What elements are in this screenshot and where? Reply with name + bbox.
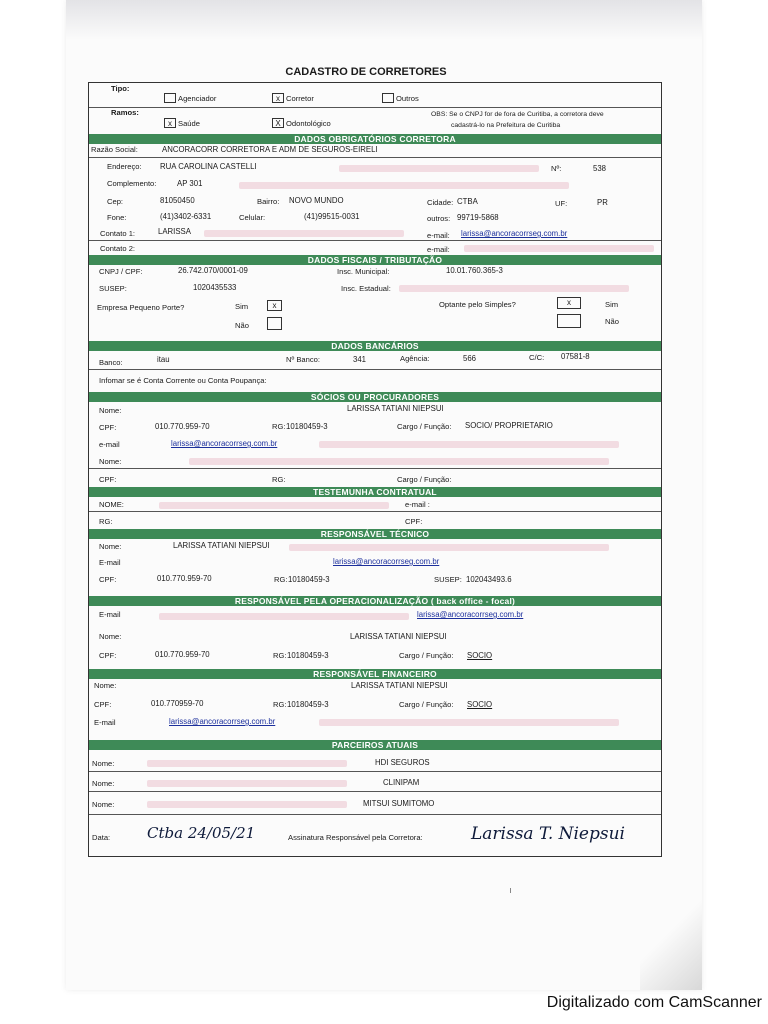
ramo-saude-label: Saúde [178,119,200,128]
obs-note-line2: cadastrá-lo na Prefeitura de Curitiba [451,122,561,129]
numero-label: Nº: [551,164,562,173]
financeiro-email-label: E-mail [94,718,116,727]
outros-label: outros: [427,214,451,223]
tecnico-email-link[interactable]: larissa@ancoracorrseg.com.br [333,557,440,566]
simples-sim-label: Sim [605,300,619,309]
pequeno-porte-sim-label: Sim [235,302,249,311]
socio-rg-label: RG: [272,422,286,431]
outros-value: 99719-5868 [457,213,499,222]
redaction [204,230,404,237]
socio-cpf-label: CPF: [99,423,117,432]
redaction [339,165,539,172]
celular-value: (41)99515-0031 [304,212,360,221]
conta-label: C/C: [529,353,545,362]
section-dados-fiscais: DADOS FISCAIS / TRIBUTAÇÃO [89,255,661,265]
parceiro-1-label: Nome: [92,759,115,768]
socio-nome-label: Nome: [99,406,122,415]
cep-value: 81050450 [160,196,195,205]
numero-banco-value: 341 [353,355,367,364]
form-title: CADASTRO DE CORRETORES [285,66,447,78]
redaction [399,285,629,292]
operacional-email-link[interactable]: larissa@ancoracorrseg.com.br [417,610,524,619]
complemento-value: AP 301 [177,179,203,188]
divider [89,814,661,815]
financeiro-nome-value: LARISSA TATIANI NIEPSUI [351,681,448,690]
banco-label: Banco: [99,358,123,367]
razao-social-label: Razão Social: [91,145,138,154]
operacional-nome-value: LARISSA TATIANI NIEPSUI [350,632,447,641]
insc-estadual-label: Insc. Estadual: [341,284,391,293]
razao-social-value: ANCORACORR CORRETORA E ADM DE SEGUROS-EIRELI [162,145,378,154]
celular-label: Celular: [239,213,266,222]
redaction [147,801,347,808]
redaction [319,441,619,448]
pequeno-porte-label: Empresa Pequeno Porte? [97,303,185,312]
testemunha-cpf-label: CPF: [405,517,423,526]
signature: Larissa T. Niepsui [471,824,625,844]
parceiro-2-value: CLINIPAM [383,778,420,787]
financeiro-cargo-value: SOCIO [467,700,493,709]
data-handwritten: Ctba 24/05/21 [147,824,256,842]
email1-label: e-mail: [427,231,450,240]
tipo-agenciador-checkbox[interactable] [164,93,176,103]
simples-nao-checkbox[interactable] [557,314,581,328]
redaction [147,760,347,767]
tecnico-rg-value: 10180459-3 [288,575,330,584]
pequeno-porte-nao-label: Não [235,321,249,330]
numero-value: 538 [593,164,607,173]
divider [89,240,661,241]
socio-email-label: e-mail [99,440,120,449]
insc-municipal-label: Insc. Municipal: [337,267,390,276]
tecnico-susep-label: SUSEP: [434,575,462,584]
operacional-cpf-value: 010.770.959-70 [155,650,210,659]
susep-value: 1020435533 [193,283,237,292]
uf-label: UF: [555,199,568,208]
divider [89,107,661,108]
simples-label: Optante pelo Simples? [439,300,516,309]
tecnico-nome-label: Nome: [99,542,122,551]
financeiro-cargo-label: Cargo / Função: [399,700,454,709]
tecnico-email-label: E-mail [99,558,121,567]
testemunha-email-label: e-mail : [405,500,430,509]
tipo-corretor-label: Corretor [286,94,314,103]
tecnico-nome-value: LARISSA TATIANI NIEPSUI [173,541,270,550]
socio-email-link[interactable]: larissa@ancoracorrseg.com.br [171,439,278,448]
parceiro-2-label: Nome: [92,779,115,788]
redaction [147,780,347,787]
fone-label: Fone: [107,213,127,222]
tecnico-susep-value: 102043493.6 [466,575,512,584]
simples-sim-checkbox[interactable]: x [557,297,581,309]
operacional-rg-label: RG: [273,651,287,660]
fone-value: (41)3402-6331 [160,212,212,221]
scan-mark [510,888,511,893]
endereco-value: RUA CAROLINA CASTELLI [160,162,257,171]
parceiro-3-value: MITSUI SUMITOMO [363,799,435,808]
section-responsavel-tecnico: RESPONSÁVEL TÉCNICO [89,529,661,539]
numero-banco-label: Nº Banco: [286,355,321,364]
financeiro-email-link[interactable]: larissa@ancoracorrseg.com.br [169,717,276,726]
tecnico-cpf-value: 010.770.959-70 [157,574,212,583]
operacional-cargo-label: Cargo / Função: [399,651,454,660]
socio-cargo-value: SOCIO/ PROPRIETARIO [465,421,553,430]
uf-value: PR [597,198,608,207]
ramo-saude-checkbox[interactable]: x [164,118,176,128]
ramo-odontologico-label: Odontológico [286,119,331,128]
contato1-value: LARISSA [158,227,191,236]
camscanner-watermark: Digitalizado com CamScanner [546,994,762,1011]
ramo-odontologico-checkbox[interactable]: X [272,118,284,128]
section-socios: SÓCIOS OU PROCURADORES [89,392,661,402]
bairro-label: Bairro: [257,197,280,206]
socio-nome-value: LARISSA TATIANI NIEPSUI [347,404,444,413]
tipo-outros-checkbox[interactable] [382,93,394,103]
parceiro-1-value: HDI SEGUROS [375,758,430,767]
financeiro-rg-value: 10180459-3 [287,700,329,709]
socio2-cpf-label: CPF: [99,475,117,484]
cnpj-value: 26.742.070/0001-09 [178,266,248,275]
contato2-label: Contato 2: [100,244,136,253]
divider [89,511,661,512]
parceiro-3-label: Nome: [92,800,115,809]
assinatura-label: Assinatura Responsável pela Corretora: [288,833,423,842]
redaction [464,245,654,252]
socio-cpf-value: 010.770.959-70 [155,422,210,431]
email2-label: e-mail: [427,245,450,254]
divider [89,369,661,370]
tipo-corretor-checkbox[interactable]: x [272,93,284,103]
redaction [189,458,609,465]
section-dados-bancarios: DADOS BANCÁRIOS [89,341,661,351]
divider [89,771,661,772]
redaction [159,613,409,620]
scan-shadow-corner [640,900,702,990]
redaction [159,502,389,509]
tecnico-cpf-label: CPF: [99,575,117,584]
operacional-nome-label: Nome: [99,632,122,641]
email1-link[interactable]: larissa@ancoracorrseg.com.br [461,229,568,238]
socio2-rg-label: RG: [272,475,286,484]
divider [89,791,661,792]
agencia-value: 566 [463,354,477,363]
conta-value: 07581-8 [561,352,590,361]
operacional-email-label: E-mail [99,610,121,619]
divider [89,468,661,469]
obs-note-line1: OBS: Se o CNPJ for de fora de Curitiba, a corretora deve [431,111,604,118]
section-testemunha: TESTEMUNHA CONTRATUAL [89,487,661,497]
section-parceiros: PARCEIROS ATUAIS [89,740,661,750]
financeiro-cpf-value: 010.770959-70 [151,699,204,708]
redaction [239,182,569,189]
operacional-rg-value: 10180459-3 [287,651,329,660]
socio2-nome-label: Nome: [99,457,122,466]
contato1-label: Contato 1: [100,229,136,238]
testemunha-nome-label: NOME: [99,500,124,509]
operacional-cpf-label: CPF: [99,651,117,660]
broker-registration-form [88,82,662,857]
complemento-label: Complemento: [107,179,157,188]
testemunha-rg-label: RG: [99,517,113,526]
tipo-agenciador-label: Agenciador [178,94,217,103]
tipo-conta-label: Infomar se é Conta Corrente ou Conta Poupança: [99,376,267,385]
bairro-value: NOVO MUNDO [289,196,344,205]
banco-value: itau [157,355,170,364]
pequeno-porte-nao-checkbox[interactable] [267,317,282,330]
cidade-label: Cidade: [427,198,454,207]
section-responsavel-operacional: RESPONSÁVEL PELA OPERACIONALIZAÇÃO ( back office - focal) [89,596,661,606]
susep-label: SUSEP: [99,284,127,293]
tipo-outros-label: Outros [396,94,419,103]
socio-rg-value: 10180459-3 [286,422,328,431]
simples-nao-label: Não [605,317,619,326]
scan-shadow-top [66,0,702,40]
cidade-value: CTBA [457,197,478,206]
cep-label: Cep: [107,197,124,206]
agencia-label: Agência: [400,354,430,363]
redaction [319,719,619,726]
section-dados-obrigatorios: DADOS OBRIGATÓRIOS CORRETORA [89,134,661,144]
financeiro-nome-label: Nome: [94,681,117,690]
tipo-label: Tipo: [111,84,130,93]
socio2-cargo-label: Cargo / Função: [397,475,452,484]
pequeno-porte-sim-checkbox[interactable]: x [267,300,282,311]
endereco-label: Endereço: [107,162,142,171]
divider [89,157,661,158]
tecnico-rg-label: RG: [274,575,288,584]
insc-municipal-value: 10.01.760.365-3 [446,266,503,275]
redaction [289,544,609,551]
cnpj-label: CNPJ / CPF: [99,267,143,276]
financeiro-rg-label: RG: [273,700,287,709]
socio-cargo-label: Cargo / Função: [397,422,452,431]
operacional-cargo-value: SOCIO [467,651,493,660]
ramos-label: Ramos: [111,108,139,117]
section-responsavel-financeiro: RESPONSÁVEL FINANCEIRO [89,669,661,679]
financeiro-cpf-label: CPF: [94,700,112,709]
data-label: Data: [92,833,111,842]
